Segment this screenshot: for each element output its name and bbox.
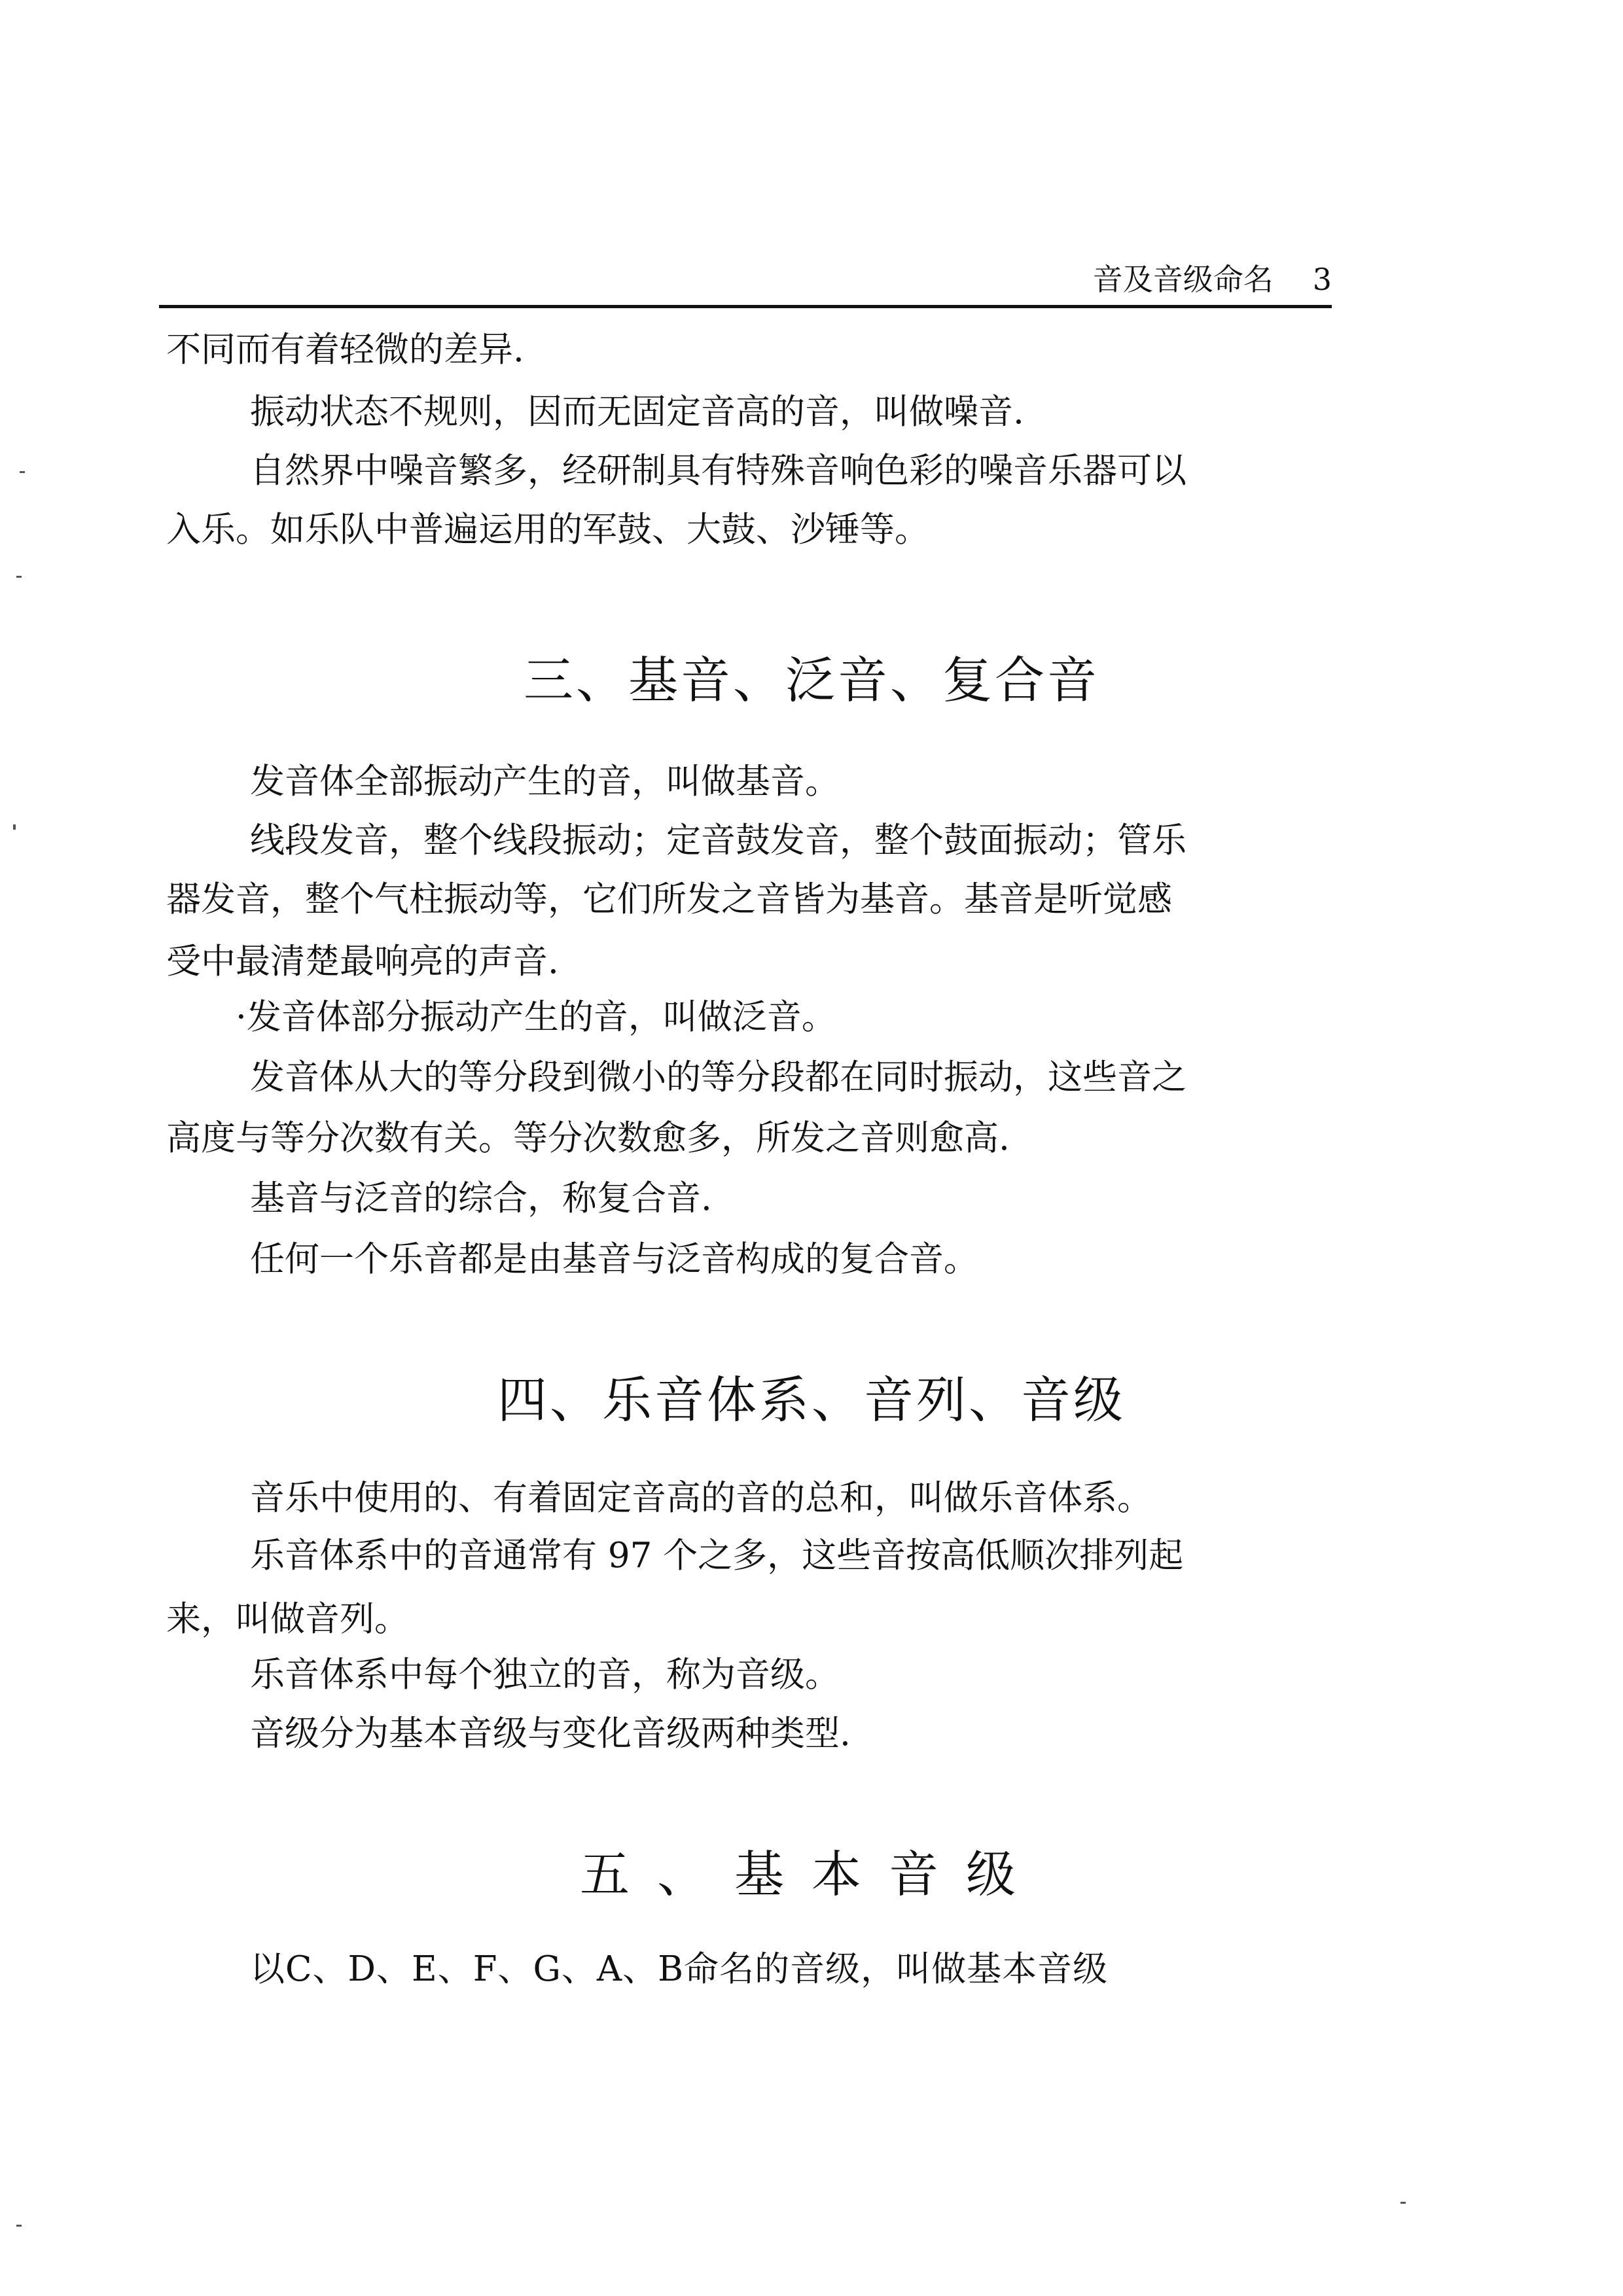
scan-speck	[16, 2225, 22, 2227]
scan-speck	[20, 471, 25, 473]
paragraph-line: 入乐。如乐队中普遍运用的军鼓、大鼓、沙锤等。	[166, 510, 929, 550]
header-rule	[159, 305, 1332, 308]
section-heading-3: 三、基音、泛音、复合音	[524, 651, 1099, 709]
paragraph-line: 自然界中噪音繁多，经研制具有特殊音响色彩的噪音乐器可以	[250, 451, 1186, 491]
paragraph-line: 不同而有着轻微的差异.	[166, 330, 524, 370]
scan-speck	[13, 824, 16, 830]
paragraph-line: 音级分为基本音级与变化音级两种类型.	[250, 1714, 851, 1754]
paragraph-line: ·发音体部分振动产生的音，叫做泛音。	[236, 997, 836, 1037]
paragraph-line: 振动状态不规则，因而无固定音高的音，叫做噪音.	[250, 392, 1024, 432]
paragraph-line: 来，叫做音列。	[166, 1599, 409, 1639]
scan-speck	[16, 576, 22, 578]
paragraph-line: 基音与泛音的综合，称复合音.	[250, 1178, 712, 1218]
paragraph-line: 线段发音，整个线段振动；定音鼓发音，整个鼓面振动；管乐	[250, 821, 1186, 860]
page-number: 3	[1312, 262, 1332, 297]
paragraph-line: 器发音，整个气柱振动等，它们所发之音皆为基音。基音是听觉感	[166, 879, 1172, 919]
paragraph-line: 以C、D、E、F、G、A、B命名的音级，叫做基本音级	[250, 1949, 1109, 1989]
paragraph-line: 任何一个乐音都是由基音与泛音构成的复合音。	[250, 1239, 978, 1279]
section-heading-5: 五、基本音级	[580, 1845, 1043, 1903]
paragraph-line: 音乐中使用的、有着固定音高的音的总和，叫做乐音体系。	[250, 1478, 1152, 1518]
paragraph-line: 乐音体系中每个独立的音，称为音级。	[250, 1655, 840, 1695]
paragraph-line: 发音体全部振动产生的音，叫做基音。	[250, 762, 840, 802]
section-heading-4: 四、乐音体系、音列、音级	[497, 1371, 1126, 1429]
paragraph-line: 受中最清楚最响亮的声音.	[166, 942, 559, 981]
paragraph-line: 高度与等分次数有关。等分次数愈多，所发之音则愈高.	[166, 1118, 1010, 1158]
paragraph-line: 发音体从大的等分段到微小的等分段都在同时振动，这些音之	[250, 1057, 1186, 1097]
running-header	[160, 256, 1332, 302]
header-title: 音及音级命名	[1092, 262, 1274, 297]
paragraph-line: 乐音体系中的音通常有 97 个之多，这些音按高低顺次排列起	[250, 1536, 1184, 1576]
scan-speck	[1400, 2202, 1406, 2204]
